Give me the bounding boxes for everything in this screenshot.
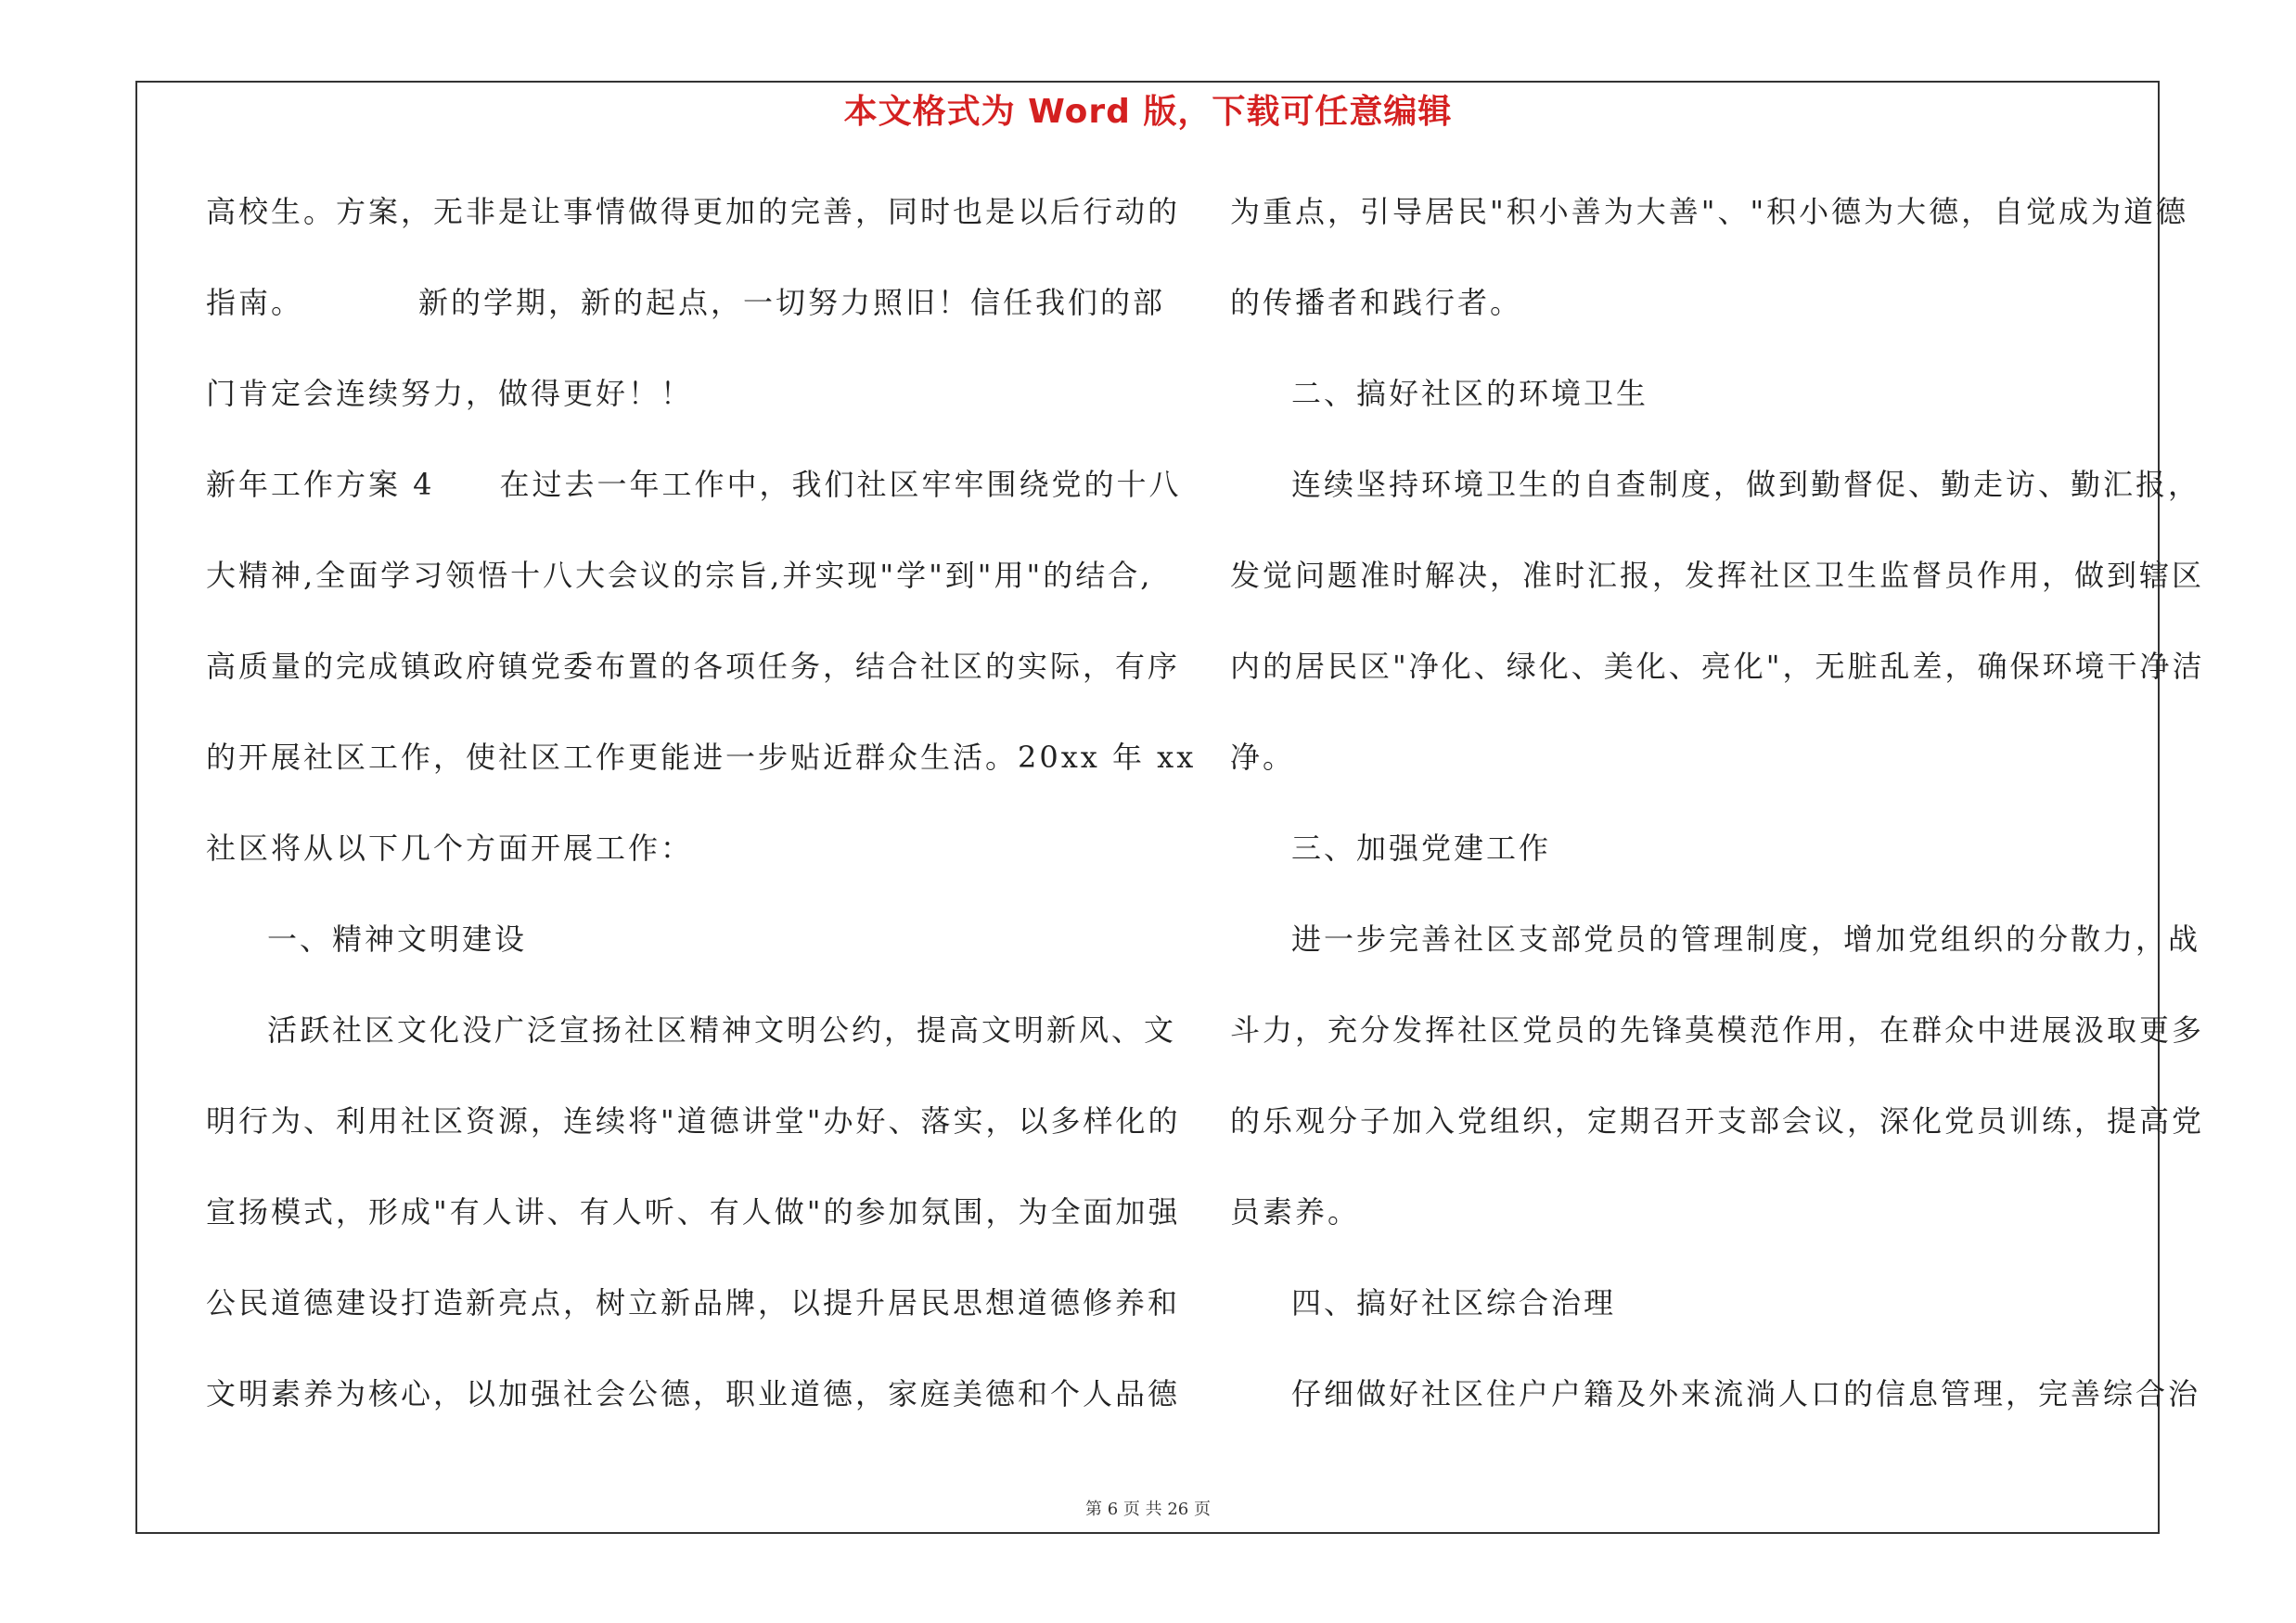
text-line: 的开展社区工作，使社区工作更能进一步贴近群众生活。20xx 年 xx (206, 740, 1197, 775)
left-column (206, 184, 1197, 1457)
text-line: 社区将从以下几个方面开展工作： (206, 831, 694, 866)
text-line: 新年工作方案 4 在过去一年工作中，我们社区牢牢围绕党的十八 (206, 467, 1182, 502)
text-line: 发觉问题准时解决，准时汇报，发挥社区卫生监督员作用，做到辖区 (1230, 558, 2205, 593)
page-number-footer: 第 6 页 共 26 页 (1085, 1500, 1211, 1519)
text-line: 二、搞好社区的环境卫生 (1291, 376, 1649, 411)
text-line: 高质量的完成镇政府镇党委布置的各项任务，结合社区的实际，有序 (206, 649, 1181, 684)
text-line: 的乐观分子加入党组织，定期召开支部会议，深化党员训练，提高党 (1230, 1103, 2205, 1139)
text-line: 大精神,全面学习领悟十八大会议的宗旨,并实现"学"到"用"的结合, (206, 558, 1153, 593)
text-line: 指南。 新的学期，新的起点，一切努力照旧！信任我们的部 (206, 285, 1166, 320)
text-line: 文明素养为核心，以加强社会公德，职业道德，家庭美德和个人品德 (206, 1376, 1181, 1411)
text-line: 活跃社区文化没广泛宣扬社区精神文明公约，提高文明新风、文 (267, 1012, 1177, 1048)
text-line: 仔细做好社区住户户籍及外来流淌人口的信息管理，完善综合治 (1291, 1376, 2201, 1411)
text-line: 一、精神文明建设 (267, 921, 528, 957)
text-line: 进一步完善社区支部党员的管理制度，增加党组织的分散力，战 (1291, 921, 2201, 957)
text-line: 明行为、利用社区资源，连续将"道德讲堂"办好、落实，以多样化的 (206, 1103, 1181, 1139)
format-banner: 本文格式为 Word 版，下载可任意编辑 (843, 93, 1453, 131)
text-line: 净。 (1230, 740, 1296, 775)
text-line: 四、搞好社区综合治理 (1291, 1285, 1617, 1320)
right-column (1230, 184, 2205, 1457)
text-line: 高校生。方案，无非是让事情做得更加的完善，同时也是以后行动的 (206, 194, 1181, 229)
text-line: 为重点，引导居民"积小善为大善"、"积小德为大德，自觉成为道德 (1230, 194, 2189, 229)
text-line: 员素养。 (1230, 1194, 1361, 1230)
text-line: 门肯定会连续努力，做得更好！！ (206, 376, 694, 411)
text-line: 的传播者和践行者。 (1230, 285, 1523, 320)
text-line: 连续坚持环境卫生的自查制度，做到勤督促、勤走访、勤汇报， (1291, 467, 2201, 502)
text-line: 宣扬模式，形成"有人讲、有人听、有人做"的参加氛围，为全面加强 (206, 1194, 1181, 1230)
text-line: 内的居民区"净化、绿化、美化、亮化"，无脏乱差，确保环境干净洁 (1230, 649, 2205, 684)
text-line: 斗力，充分发挥社区党员的先锋莫模范作用，在群众中进展汲取更多 (1230, 1012, 2205, 1048)
text-line: 三、加强党建工作 (1291, 831, 1552, 866)
text-line: 公民道德建设打造新亮点，树立新品牌，以提升居民思想道德修养和 (206, 1285, 1181, 1320)
